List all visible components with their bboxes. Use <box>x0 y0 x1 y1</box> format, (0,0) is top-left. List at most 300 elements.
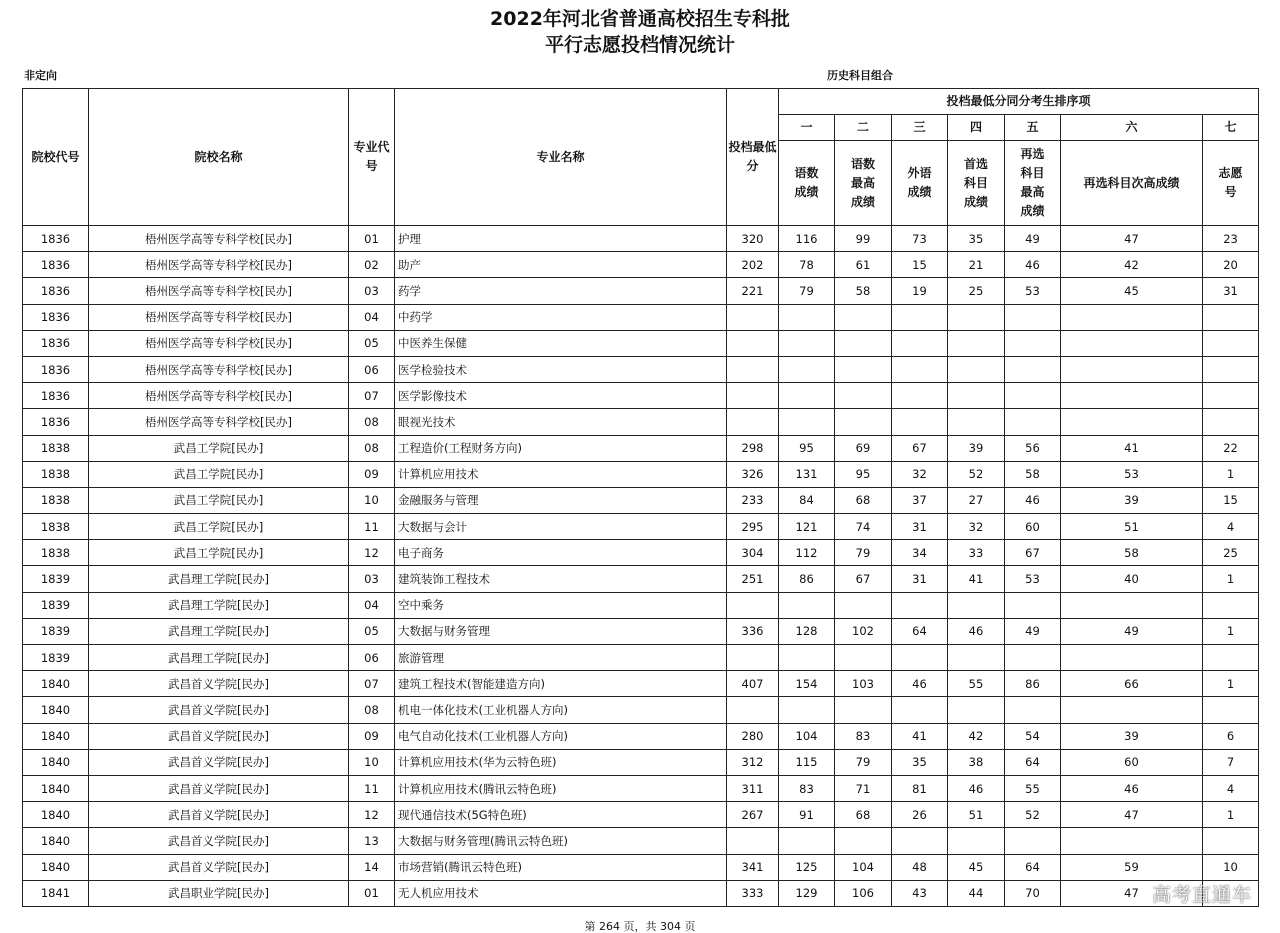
cell-chinese-math <box>779 383 835 409</box>
cell-elective-max: 49 <box>1005 618 1061 644</box>
cell-school-code: 1838 <box>23 487 89 513</box>
cell-major-code: 05 <box>349 330 395 356</box>
table-row <box>23 252 1259 278</box>
header-sub-preference-no: 志愿号 <box>1203 141 1259 226</box>
table-row <box>23 304 1259 330</box>
cell-major-name: 大数据与会计 <box>395 514 727 540</box>
subject-combo-label: 历史科目组合 <box>827 69 893 82</box>
cell-elective-max <box>1005 697 1061 723</box>
cell-major-code: 01 <box>349 226 395 252</box>
cell-major-code: 07 <box>349 383 395 409</box>
cell-first-subject: 41 <box>948 566 1005 592</box>
header-num-3: 三 <box>892 115 948 141</box>
cell-elective-second: 47 <box>1061 880 1203 906</box>
cell-elective-max: 70 <box>1005 880 1061 906</box>
cell-elective-second <box>1061 828 1203 854</box>
cell-school-code: 1839 <box>23 592 89 618</box>
cell-chinese-math-max <box>835 383 892 409</box>
cell-first-subject <box>948 356 1005 382</box>
cell-school-name: 武昌工学院[民办] <box>89 435 349 461</box>
header-tiebreak-group: 投档最低分同分考生排序项 <box>779 89 1259 115</box>
cell-school-name: 武昌首义学院[民办] <box>89 749 349 775</box>
cell-elective-second <box>1061 409 1203 435</box>
cell-school-name: 武昌首义学院[民办] <box>89 828 349 854</box>
cell-elective-second: 42 <box>1061 252 1203 278</box>
cell-major-code: 10 <box>349 749 395 775</box>
cell-elective-max: 52 <box>1005 802 1061 828</box>
cell-elective-second <box>1061 304 1203 330</box>
cell-first-subject: 46 <box>948 618 1005 644</box>
cell-elective-second: 40 <box>1061 566 1203 592</box>
cell-school-name: 梧州医学高等专科学校[民办] <box>89 409 349 435</box>
cell-chinese-math: 79 <box>779 278 835 304</box>
cell-preference-no: 4 <box>1203 514 1259 540</box>
cell-min-score <box>727 383 779 409</box>
cell-preference-no: 1 <box>1203 461 1259 487</box>
cell-elective-max <box>1005 409 1061 435</box>
cell-first-subject: 55 <box>948 671 1005 697</box>
cell-foreign-lang <box>892 304 948 330</box>
cell-chinese-math-max: 58 <box>835 278 892 304</box>
cell-chinese-math-max: 102 <box>835 618 892 644</box>
cell-foreign-lang <box>892 409 948 435</box>
cell-foreign-lang <box>892 356 948 382</box>
cell-chinese-math-max: 74 <box>835 514 892 540</box>
cell-school-code: 1840 <box>23 828 89 854</box>
cell-elective-max: 53 <box>1005 566 1061 592</box>
cell-preference-no <box>1203 645 1259 671</box>
cell-major-code: 11 <box>349 514 395 540</box>
header-sub-chinese-math: 语数成绩 <box>779 141 835 226</box>
table-row <box>23 540 1259 566</box>
cell-foreign-lang: 32 <box>892 461 948 487</box>
header-num-4: 四 <box>948 115 1005 141</box>
cell-school-code: 1839 <box>23 645 89 671</box>
cell-school-name: 梧州医学高等专科学校[民办] <box>89 252 349 278</box>
cell-school-name: 武昌首义学院[民办] <box>89 802 349 828</box>
cell-min-score <box>727 304 779 330</box>
cell-elective-second: 59 <box>1061 854 1203 880</box>
table-row <box>23 697 1259 723</box>
cell-chinese-math-max <box>835 330 892 356</box>
cell-preference-no <box>1203 697 1259 723</box>
cell-foreign-lang: 37 <box>892 487 948 513</box>
cell-chinese-math-max: 104 <box>835 854 892 880</box>
cell-school-name: 武昌职业学院[民办] <box>89 880 349 906</box>
cell-foreign-lang: 67 <box>892 435 948 461</box>
cell-major-code: 08 <box>349 697 395 723</box>
cell-school-name: 武昌工学院[民办] <box>89 487 349 513</box>
cell-chinese-math-max: 79 <box>835 749 892 775</box>
cell-chinese-math-max: 103 <box>835 671 892 697</box>
admission-table <box>22 88 1259 907</box>
header-major-code: 专业代号 <box>349 89 395 226</box>
cell-elective-max: 56 <box>1005 435 1061 461</box>
cell-preference-no: 22 <box>1203 435 1259 461</box>
cell-min-score: 298 <box>727 435 779 461</box>
cell-school-code: 1840 <box>23 671 89 697</box>
cell-major-code: 01 <box>349 880 395 906</box>
cell-preference-no <box>1203 828 1259 854</box>
cell-school-code: 1840 <box>23 802 89 828</box>
header-num-6: 六 <box>1061 115 1203 141</box>
cell-major-name: 计算机应用技术(华为云特色班) <box>395 749 727 775</box>
cell-school-name: 梧州医学高等专科学校[民办] <box>89 330 349 356</box>
cell-school-code: 1836 <box>23 356 89 382</box>
cell-preference-no <box>1203 592 1259 618</box>
cell-elective-max <box>1005 356 1061 382</box>
cell-major-code: 09 <box>349 723 395 749</box>
cell-major-name: 电气自动化技术(工业机器人方向) <box>395 723 727 749</box>
cell-school-name: 梧州医学高等专科学校[民办] <box>89 304 349 330</box>
cell-chinese-math-max <box>835 409 892 435</box>
cell-chinese-math: 115 <box>779 749 835 775</box>
cell-chinese-math <box>779 356 835 382</box>
cell-major-name: 机电一体化技术(工业机器人方向) <box>395 697 727 723</box>
cell-elective-max: 64 <box>1005 749 1061 775</box>
cell-foreign-lang: 15 <box>892 252 948 278</box>
cell-min-score <box>727 645 779 671</box>
cell-first-subject: 38 <box>948 749 1005 775</box>
cell-first-subject: 51 <box>948 802 1005 828</box>
cell-chinese-math-max: 83 <box>835 723 892 749</box>
cell-first-subject: 44 <box>948 880 1005 906</box>
cell-major-code: 06 <box>349 645 395 671</box>
table-row <box>23 461 1259 487</box>
cell-elective-max <box>1005 304 1061 330</box>
header-num-5: 五 <box>1005 115 1061 141</box>
cell-chinese-math: 84 <box>779 487 835 513</box>
cell-preference-no <box>1203 409 1259 435</box>
table-row <box>23 278 1259 304</box>
cell-foreign-lang: 35 <box>892 749 948 775</box>
cell-first-subject: 45 <box>948 854 1005 880</box>
cell-preference-no: 1 <box>1203 618 1259 644</box>
cell-first-subject <box>948 409 1005 435</box>
table-row <box>23 618 1259 644</box>
cell-major-code: 12 <box>349 802 395 828</box>
cell-school-code: 1836 <box>23 278 89 304</box>
cell-school-name: 梧州医学高等专科学校[民办] <box>89 278 349 304</box>
cell-foreign-lang <box>892 330 948 356</box>
cell-major-name: 工程造价(工程财务方向) <box>395 435 727 461</box>
cell-chinese-math <box>779 828 835 854</box>
cell-major-name: 建筑工程技术(智能建造方向) <box>395 671 727 697</box>
cell-chinese-math-max: 79 <box>835 540 892 566</box>
cell-first-subject: 42 <box>948 723 1005 749</box>
cell-elective-second: 47 <box>1061 226 1203 252</box>
cell-preference-no: 1 <box>1203 802 1259 828</box>
cell-school-name: 武昌工学院[民办] <box>89 514 349 540</box>
cell-chinese-math <box>779 645 835 671</box>
watermark: 高考直通车 <box>1151 884 1252 906</box>
cell-elective-second: 66 <box>1061 671 1203 697</box>
cell-elective-second <box>1061 592 1203 618</box>
header-sub-chinese-math-max: 语数最高成绩 <box>835 141 892 226</box>
cell-preference-no: 31 <box>1203 278 1259 304</box>
cell-chinese-math <box>779 409 835 435</box>
cell-chinese-math: 154 <box>779 671 835 697</box>
cell-school-name: 武昌理工学院[民办] <box>89 592 349 618</box>
cell-major-name: 大数据与财务管理 <box>395 618 727 644</box>
cell-min-score: 233 <box>727 487 779 513</box>
title-line-1: 2022年河北省普通高校招生专科批 <box>490 8 790 30</box>
cell-elective-max: 64 <box>1005 854 1061 880</box>
cell-school-code: 1836 <box>23 304 89 330</box>
cell-foreign-lang: 73 <box>892 226 948 252</box>
cell-chinese-math-max: 71 <box>835 775 892 801</box>
header-school-name: 院校名称 <box>89 89 349 226</box>
cell-major-name: 无人机应用技术 <box>395 880 727 906</box>
cell-chinese-math: 125 <box>779 854 835 880</box>
cell-school-code: 1838 <box>23 540 89 566</box>
table-row <box>23 749 1259 775</box>
cell-preference-no: 23 <box>1203 226 1259 252</box>
cell-school-name: 梧州医学高等专科学校[民办] <box>89 356 349 382</box>
cell-foreign-lang <box>892 645 948 671</box>
cell-major-code: 06 <box>349 356 395 382</box>
cell-elective-second <box>1061 645 1203 671</box>
cell-major-name: 空中乘务 <box>395 592 727 618</box>
cell-first-subject: 25 <box>948 278 1005 304</box>
cell-min-score: 304 <box>727 540 779 566</box>
cell-school-code: 1836 <box>23 226 89 252</box>
cell-min-score <box>727 330 779 356</box>
cell-min-score: 336 <box>727 618 779 644</box>
cell-major-code: 10 <box>349 487 395 513</box>
cell-first-subject <box>948 383 1005 409</box>
cell-min-score <box>727 356 779 382</box>
cell-elective-max: 67 <box>1005 540 1061 566</box>
cell-chinese-math: 128 <box>779 618 835 644</box>
cell-foreign-lang: 64 <box>892 618 948 644</box>
cell-school-code: 1840 <box>23 697 89 723</box>
cell-school-code: 1840 <box>23 723 89 749</box>
cell-first-subject <box>948 645 1005 671</box>
cell-chinese-math <box>779 697 835 723</box>
table-row <box>23 330 1259 356</box>
header-num-7: 七 <box>1203 115 1259 141</box>
cell-major-code: 03 <box>349 278 395 304</box>
cell-foreign-lang: 26 <box>892 802 948 828</box>
cell-school-code: 1836 <box>23 252 89 278</box>
cell-major-name: 中医养生保健 <box>395 330 727 356</box>
cell-major-name: 计算机应用技术(腾讯云特色班) <box>395 775 727 801</box>
cell-major-name: 建筑装饰工程技术 <box>395 566 727 592</box>
cell-school-code: 1840 <box>23 749 89 775</box>
cell-elective-second: 47 <box>1061 802 1203 828</box>
cell-major-code: 08 <box>349 409 395 435</box>
table-row <box>23 828 1259 854</box>
cell-foreign-lang: 41 <box>892 723 948 749</box>
cell-elective-max <box>1005 330 1061 356</box>
cell-elective-max: 55 <box>1005 775 1061 801</box>
table-row <box>23 775 1259 801</box>
cell-first-subject <box>948 304 1005 330</box>
page-footer: 第 264 页，共 304 页 <box>584 920 696 933</box>
cell-min-score: 333 <box>727 880 779 906</box>
cell-chinese-math-max <box>835 304 892 330</box>
cell-min-score: 221 <box>727 278 779 304</box>
cell-chinese-math: 129 <box>779 880 835 906</box>
cell-chinese-math-max: 95 <box>835 461 892 487</box>
table-row <box>23 409 1259 435</box>
cell-first-subject: 52 <box>948 461 1005 487</box>
table-row <box>23 592 1259 618</box>
cell-major-name: 药学 <box>395 278 727 304</box>
cell-min-score: 295 <box>727 514 779 540</box>
cell-chinese-math: 95 <box>779 435 835 461</box>
cell-min-score: 280 <box>727 723 779 749</box>
cell-school-name: 武昌理工学院[民办] <box>89 645 349 671</box>
cell-first-subject <box>948 697 1005 723</box>
cell-foreign-lang <box>892 383 948 409</box>
cell-first-subject: 21 <box>948 252 1005 278</box>
cell-school-name: 梧州医学高等专科学校[民办] <box>89 226 349 252</box>
cell-elective-second: 49 <box>1061 618 1203 644</box>
cell-chinese-math-max <box>835 697 892 723</box>
cell-chinese-math-max <box>835 592 892 618</box>
cell-chinese-math: 112 <box>779 540 835 566</box>
table-row <box>23 356 1259 382</box>
cell-chinese-math-max: 106 <box>835 880 892 906</box>
cell-foreign-lang <box>892 592 948 618</box>
header-min-score: 投档最低分 <box>727 89 779 226</box>
table-row <box>23 854 1259 880</box>
header-sub-first-subject: 首选科目成绩 <box>948 141 1005 226</box>
cell-school-code: 1836 <box>23 330 89 356</box>
cell-major-name: 中药学 <box>395 304 727 330</box>
cell-chinese-math-max: 99 <box>835 226 892 252</box>
cell-school-name: 武昌首义学院[民办] <box>89 854 349 880</box>
cell-foreign-lang: 34 <box>892 540 948 566</box>
cell-major-name: 旅游管理 <box>395 645 727 671</box>
cell-elective-second <box>1061 697 1203 723</box>
cell-chinese-math: 104 <box>779 723 835 749</box>
cell-preference-no: 6 <box>1203 723 1259 749</box>
cell-school-name: 武昌首义学院[民办] <box>89 775 349 801</box>
cell-foreign-lang: 19 <box>892 278 948 304</box>
cell-chinese-math-max: 68 <box>835 487 892 513</box>
table-row <box>23 802 1259 828</box>
table-row <box>23 383 1259 409</box>
cell-major-code: 07 <box>349 671 395 697</box>
cell-school-code: 1841 <box>23 880 89 906</box>
cell-major-name: 眼视光技术 <box>395 409 727 435</box>
cell-major-code: 08 <box>349 435 395 461</box>
cell-min-score: 407 <box>727 671 779 697</box>
cell-first-subject: 32 <box>948 514 1005 540</box>
cell-major-name: 现代通信技术(5G特色班) <box>395 802 727 828</box>
cell-chinese-math-max <box>835 356 892 382</box>
cell-major-name: 计算机应用技术 <box>395 461 727 487</box>
table-row <box>23 723 1259 749</box>
header-school-code: 院校代号 <box>23 89 89 226</box>
title-line-2: 平行志愿投档情况统计 <box>544 34 735 56</box>
cell-elective-second: 45 <box>1061 278 1203 304</box>
cell-school-code: 1838 <box>23 435 89 461</box>
cell-major-code: 03 <box>349 566 395 592</box>
cell-foreign-lang: 46 <box>892 671 948 697</box>
cell-preference-no: 25 <box>1203 540 1259 566</box>
cell-foreign-lang: 31 <box>892 566 948 592</box>
cell-major-code: 04 <box>349 304 395 330</box>
cell-school-name: 武昌首义学院[民办] <box>89 723 349 749</box>
cell-min-score <box>727 697 779 723</box>
table-row <box>23 645 1259 671</box>
cell-preference-no <box>1203 356 1259 382</box>
cell-chinese-math-max <box>835 828 892 854</box>
cell-school-code: 1840 <box>23 775 89 801</box>
cell-min-score <box>727 828 779 854</box>
cell-major-code: 09 <box>349 461 395 487</box>
cell-major-code: 04 <box>349 592 395 618</box>
cell-min-score: 267 <box>727 802 779 828</box>
cell-elective-max <box>1005 828 1061 854</box>
cell-chinese-math: 121 <box>779 514 835 540</box>
cell-preference-no <box>1203 330 1259 356</box>
cell-preference-no: 1 <box>1203 671 1259 697</box>
cell-major-name: 医学影像技术 <box>395 383 727 409</box>
cell-foreign-lang <box>892 697 948 723</box>
cell-chinese-math: 86 <box>779 566 835 592</box>
table-row <box>23 435 1259 461</box>
cell-elective-max <box>1005 645 1061 671</box>
cell-elective-max: 49 <box>1005 226 1061 252</box>
cell-major-name: 护理 <box>395 226 727 252</box>
cell-school-name: 梧州医学高等专科学校[民办] <box>89 383 349 409</box>
cell-min-score <box>727 592 779 618</box>
cell-elective-second <box>1061 356 1203 382</box>
cell-chinese-math: 83 <box>779 775 835 801</box>
cell-first-subject: 27 <box>948 487 1005 513</box>
cell-first-subject <box>948 592 1005 618</box>
cell-major-name: 金融服务与管理 <box>395 487 727 513</box>
cell-min-score: 251 <box>727 566 779 592</box>
cell-foreign-lang: 81 <box>892 775 948 801</box>
cell-school-code: 1836 <box>23 383 89 409</box>
cell-elective-second: 39 <box>1061 487 1203 513</box>
cell-first-subject <box>948 828 1005 854</box>
cell-elective-second: 60 <box>1061 749 1203 775</box>
cell-preference-no: 1 <box>1203 566 1259 592</box>
cell-min-score: 341 <box>727 854 779 880</box>
cell-preference-no: 7 <box>1203 749 1259 775</box>
cell-elective-max <box>1005 383 1061 409</box>
table-row <box>23 487 1259 513</box>
cell-chinese-math-max: 69 <box>835 435 892 461</box>
cell-elective-max: 54 <box>1005 723 1061 749</box>
cell-major-code: 02 <box>349 252 395 278</box>
cell-elective-second: 46 <box>1061 775 1203 801</box>
cell-elective-max: 53 <box>1005 278 1061 304</box>
cell-foreign-lang: 43 <box>892 880 948 906</box>
header-num-2: 二 <box>835 115 892 141</box>
cell-first-subject: 39 <box>948 435 1005 461</box>
cell-elective-max: 58 <box>1005 461 1061 487</box>
cell-min-score <box>727 409 779 435</box>
cell-min-score: 320 <box>727 226 779 252</box>
cell-school-code: 1838 <box>23 514 89 540</box>
category-label: 非定向 <box>24 69 57 82</box>
cell-foreign-lang <box>892 828 948 854</box>
cell-major-code: 12 <box>349 540 395 566</box>
cell-chinese-math-max: 67 <box>835 566 892 592</box>
cell-elective-max: 46 <box>1005 487 1061 513</box>
cell-elective-max <box>1005 592 1061 618</box>
cell-preference-no <box>1203 383 1259 409</box>
cell-elective-second: 41 <box>1061 435 1203 461</box>
